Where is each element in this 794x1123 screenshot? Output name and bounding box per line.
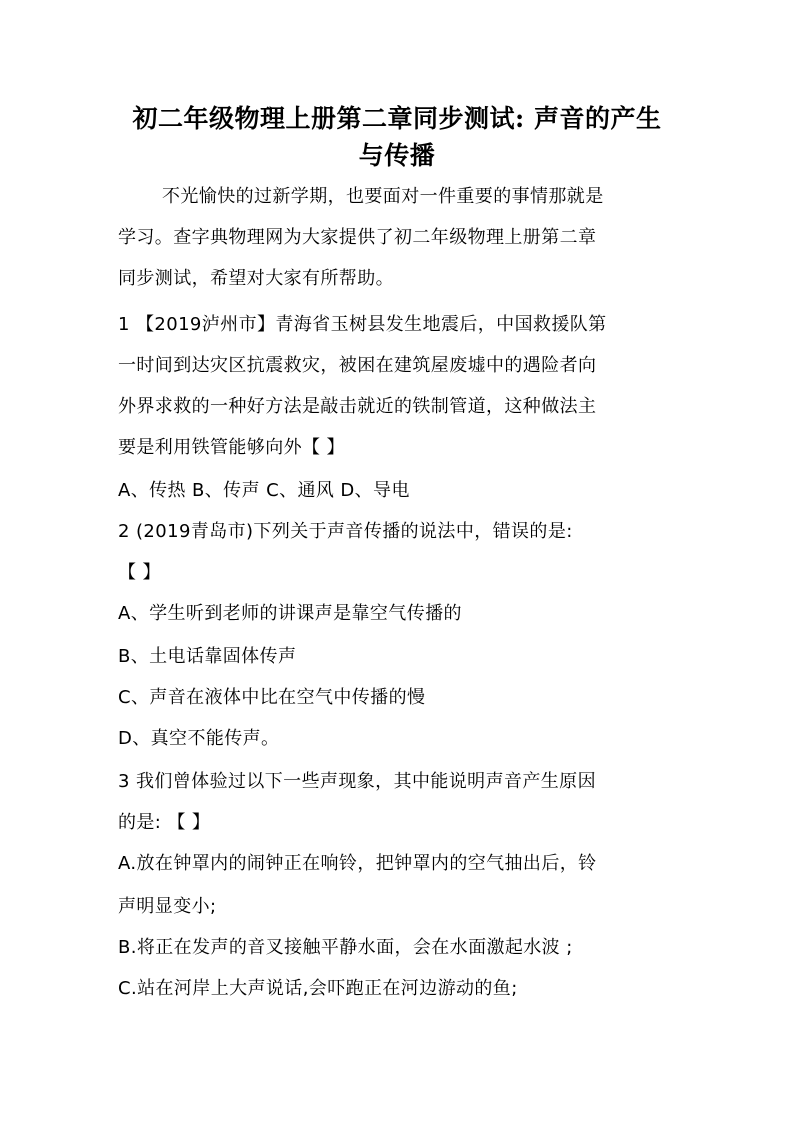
question-option: B.将正在发声的音叉接触平静水面，会在水面激起水波 ; [118,937,573,958]
question-option: C.站在河岸上大声说话,会吓跑正在河边游动的鱼; [118,978,518,999]
question-stem-line: 【 】 [118,562,161,583]
page-title-continuation: 与传播 [358,141,436,170]
question-stem-line: 3 我们曾体验过以下一些声现象，其中能说明声音产生原因 [118,771,596,792]
question-options: A、传热 B、传声 C、通风 D、导电 [118,480,410,501]
question-stem-line: 1 【2019泸州市】青海省玉树县发生地震后，中国救援队第 [118,314,607,335]
question-option: C、声音在液体中比在空气中传播的慢 [118,687,426,708]
question-stem-line: 要是利用铁管能够向外【 】 [118,437,345,458]
question-option: B、土电话靠固体传声 [118,646,297,667]
intro-line: 同步测试，希望对大家有所帮助。 [118,268,394,289]
question-stem-line: 外界求救的一种好方法是敲击就近的铁制管道，这种做法主 [118,396,597,417]
question-option: D、真空不能传声。 [118,728,280,749]
question-stem-line: 的是: 【 】 [118,812,211,833]
question-stem-line: 2 (2019青岛市)下列关于声音传播的说法中，错误的是: [118,521,573,542]
question-option: A.放在钟罩内的闹钟正在响铃，把钟罩内的空气抽出后，铃 [118,853,597,874]
question-option: A、学生听到老师的讲课声是靠空气传播的 [118,603,462,624]
question-stem-line: 一时间到达灾区抗震救灾，被困在建筑屋废墟中的遇险者向 [118,355,597,376]
intro-line: 学习。查字典物理网为大家提供了初二年级物理上册第二章 [118,227,597,248]
page-title: 初二年级物理上册第二章同步测试: 声音的产生 [132,104,662,133]
intro-line: 不光愉快的过新学期，也要面对一件重要的事情那就是 [162,186,604,207]
question-option: 声明显变小; [118,896,217,917]
